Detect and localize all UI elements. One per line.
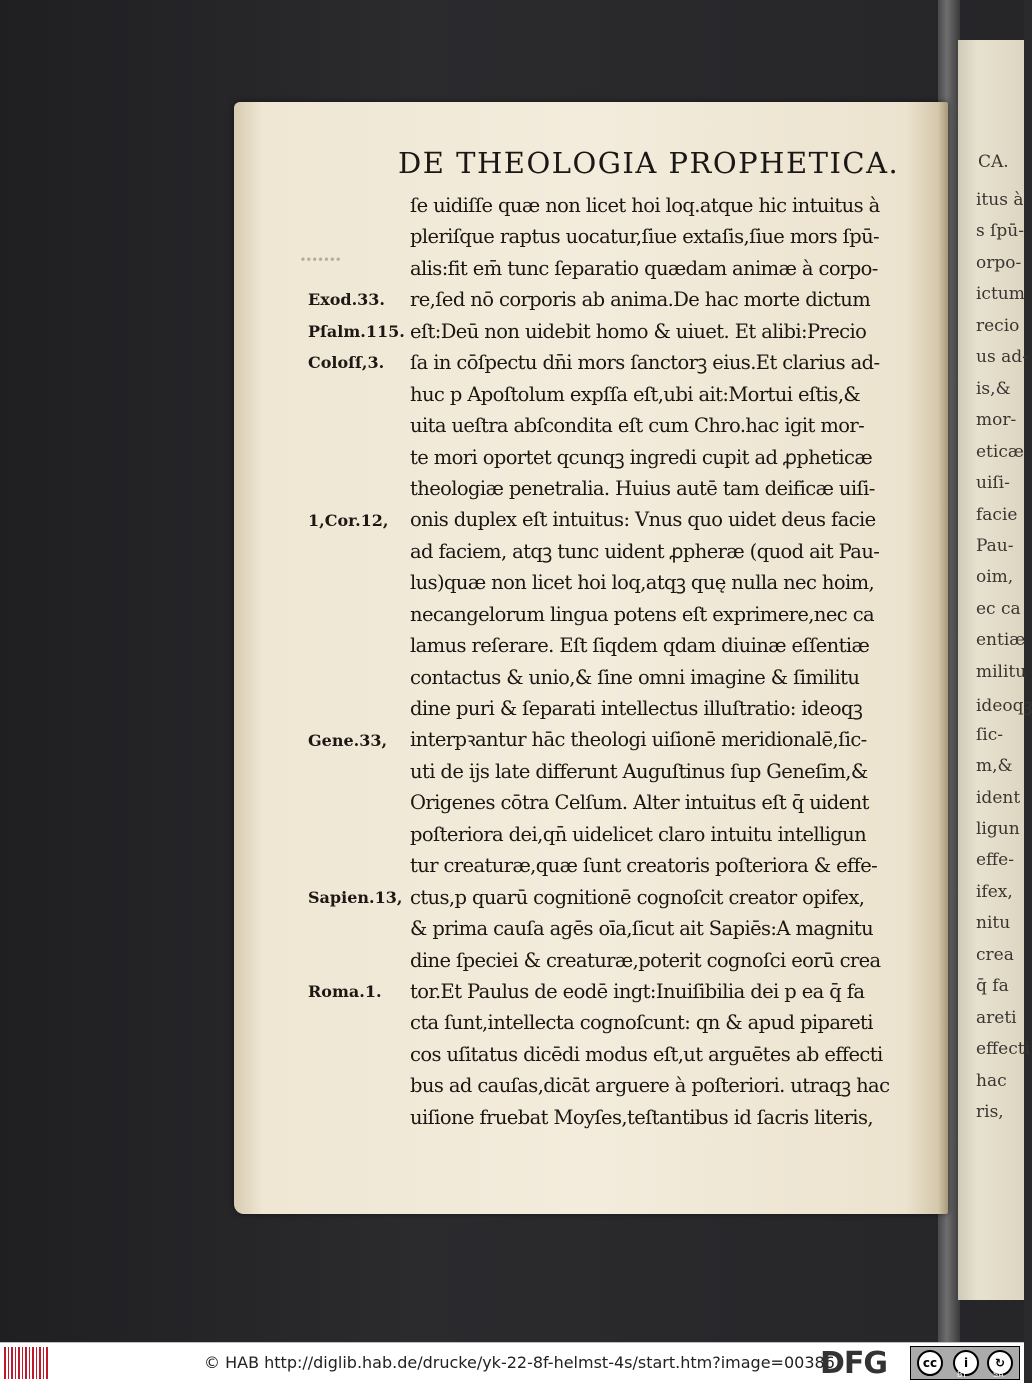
text-line: re,ſed nō corporis ab anima.De hac morte dictum — [410, 288, 871, 312]
text-line: cos uſitatus dicēdi modus eſt,ut arguētes ab effecti — [410, 1042, 883, 1066]
next-page-fragment: orpo- — [976, 252, 1022, 273]
margin-note: Exod.33. — [308, 290, 385, 310]
running-head: DE THEOLOGIA PROPHETICA. — [398, 146, 900, 180]
footer-bar — [0, 1342, 1024, 1383]
text-line: eſt:Deū non uidebit homo & uiuet. Et alibi:Precio — [410, 319, 867, 343]
next-page-fragment: areti — [976, 1007, 1017, 1028]
text-line: alis:fit em̄ tunc ſeparatio quædam animæ à corpo- — [410, 256, 878, 280]
next-page-fragment: ec ca — [976, 598, 1021, 619]
next-page-fragment: mor- — [976, 410, 1017, 431]
by-attribution-icon: i — [953, 1350, 979, 1376]
margin-note: 1,Cor.12, — [308, 510, 389, 530]
text-line: ctus,p quarū cognitionē cognoſcit creator opifex, — [410, 885, 865, 909]
show-through-text: ∙∙∙∙∙∙∙ — [300, 252, 342, 266]
by-label: BY — [957, 1370, 967, 1379]
next-page-fragment: ligun — [976, 819, 1020, 839]
text-line: cta ſunt,intellecta cognoſcunt: qn & apud pipareti — [410, 1011, 873, 1035]
text-line: ſa in cōſpectu dn̄i mors ſanctorꝫ eius.Et clarius ad- — [410, 351, 880, 375]
next-page-fragment: ideoqꝫ — [976, 696, 1032, 717]
next-page-fragment: eticæ — [976, 441, 1024, 462]
text-line: huc p Apoſtolum expſſa eſt,ubi ait:Mortui eſtis,& — [410, 382, 861, 406]
next-page-fragment: entiæ — [976, 630, 1026, 651]
text-line: dine puri & ſeparati intellectus illuſtratio: ideoqꝫ — [410, 697, 863, 720]
copyright-link[interactable]: © HAB http://diglib.hab.de/drucke/yk-22-8f-helmst-4s/start.htm?image=00386 — [204, 1353, 835, 1372]
text-line: & prima cauſa agēs oīa,ſicut ait Sapiēs:A magnitu — [410, 917, 874, 941]
margin-note: Pſalm.115. — [308, 321, 405, 341]
body-text — [410, 190, 926, 1133]
text-line: tur creaturæ,quæ ſunt creatoris poſteriora & effe- — [410, 854, 878, 878]
next-page-fragment: effe- — [976, 850, 1014, 871]
next-page-fragment: oim, — [976, 567, 1014, 588]
text-line: tor.Et Paulus de eodē ingt:Inuiſibilia dei p ea q̄ fa — [410, 979, 865, 1003]
text-line: uti de ijs late differunt Auguſtinus ſup Geneſim,& — [410, 759, 868, 783]
next-page-fragment: militu — [976, 661, 1027, 682]
text-line: dine ſpeciei & creaturæ,poterit cognoſci eorū crea — [410, 948, 881, 972]
share-alike-icon: ↻ — [987, 1350, 1013, 1376]
text-line: onis duplex eſt intuitus: Vnus quo uidet deus facie — [410, 508, 876, 532]
next-page-fragment: m,& — [976, 756, 1013, 777]
next-page-fragment: nitu — [976, 913, 1011, 934]
next-page-fragment: ris, — [976, 1102, 1004, 1123]
next-page-fragment: hac — [976, 1070, 1007, 1091]
text-line: lamus reſerare. Eſt ſiqdem qdam diuinæ eſſentiæ — [410, 634, 870, 658]
text-line: theologiæ penetralia. Huius autē tam deificæ uiſi- — [410, 476, 875, 500]
next-page-fragment: crea — [976, 944, 1014, 965]
text-line: Origenes cōtra Celſum. Alter intuitus eſt q̄ uident — [410, 791, 869, 815]
margin-note: Roma.1. — [308, 982, 382, 1002]
text-line: poſteriora dei,qn̄ uidelicet claro intuitu intelligun — [410, 822, 867, 846]
margin-note: Gene.33, — [308, 730, 388, 750]
text-line: necangelorum lingua potens eſt exprimere,nec ca — [410, 602, 875, 626]
margin-note: Sapien.13, — [308, 887, 403, 907]
next-page-fragment: CA. — [978, 152, 1009, 172]
text-line: lus)quæ non licet hoi loq,atqꝫ quę nulla nec hoim, — [410, 571, 875, 595]
text-line: interpꝛantur hāc theologi uiſionē meridionalē,ſic- — [410, 728, 867, 752]
sa-label: SA — [993, 1370, 1004, 1379]
text-line: te mori oportet qcunqꝫ ingredi cupit ad ꝓpheticæ — [410, 445, 873, 469]
next-page-fragment: effecti — [976, 1039, 1030, 1060]
next-page-fragment: ictum — [976, 284, 1025, 305]
text-line: pleriſque raptus uocatur,ſiue extaſis,ſiue mors ſpū- — [410, 225, 880, 249]
next-page-fragment: itus à — [976, 190, 1024, 210]
cc-icon: cc — [917, 1350, 943, 1376]
margin-note: Coloſſ,3. — [308, 353, 385, 373]
text-line: uiſione fruebat Moyſes,teſtantibus id ſacris literis, — [410, 1105, 873, 1129]
next-page-edge — [958, 40, 1032, 1300]
hab-barcode-logo[interactable] — [4, 1347, 50, 1379]
text-line: contactus & unio,& ſine omni imagine & ſimilitu — [410, 665, 860, 689]
next-page-fragment: s ſpū- — [976, 221, 1024, 242]
next-page-fragment: uiſi- — [976, 473, 1010, 494]
next-page-fragment: ident — [976, 787, 1021, 808]
next-page-fragment: Pau- — [976, 535, 1014, 556]
cc-license-badge[interactable] — [910, 1346, 1020, 1380]
next-page-fragment: facie — [976, 504, 1018, 525]
next-page-fragment: is,& — [976, 378, 1011, 399]
text-line: bus ad cauſas,dicāt arguere à poſteriori. utraqꝫ hac — [410, 1074, 890, 1098]
next-page-fragment: us ad- — [976, 347, 1028, 368]
next-page-fragment: recio — [976, 315, 1020, 336]
text-line: uita ueſtra abſcondita eſt cum Chro.hac igit mor- — [410, 414, 865, 438]
next-page-fragment: q̄ fa — [976, 976, 1009, 997]
text-line: ſe uidiſſe quæ non licet hoi loq.atque hic intuitus à — [410, 194, 880, 217]
next-page-fragment: ſic- — [976, 724, 1003, 745]
next-page-fragment: ifex, — [976, 881, 1013, 902]
text-line: ad faciem, atqꝫ tunc uident ꝓpheræ (quod ait Pau- — [410, 539, 880, 563]
dfg-logo[interactable]: DFG — [820, 1346, 888, 1381]
